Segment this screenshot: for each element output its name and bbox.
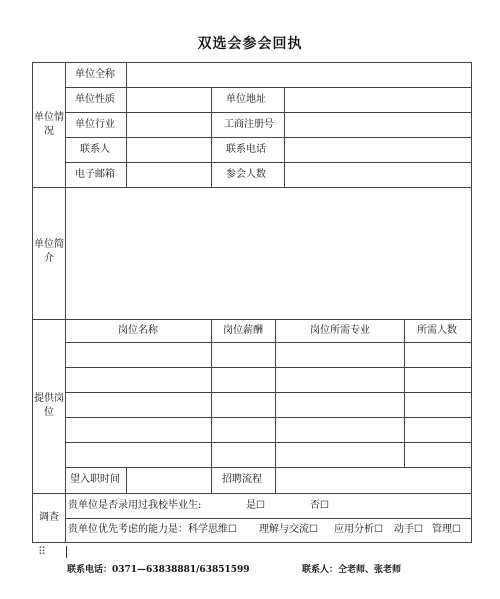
process-label: 招聘流程: [222, 474, 262, 485]
survey-opt-management[interactable]: 管理☐: [432, 524, 461, 535]
col-count-header: 所需人数: [417, 325, 457, 336]
table-cell[interactable]: [65, 392, 212, 418]
col-major-header: 岗位所需专业: [310, 325, 370, 336]
full-name-field[interactable]: [126, 62, 472, 88]
reg-no-field[interactable]: [284, 112, 472, 138]
table-cell[interactable]: [65, 367, 212, 393]
footer-phone: 联系电话：0371—63838881/63851599: [67, 565, 250, 575]
industry-field[interactable]: [126, 112, 212, 138]
section-unit-intro-label: 单位简介: [34, 239, 64, 264]
attendees-label: 参会人数: [226, 169, 266, 180]
hire-time-field[interactable]: [126, 467, 212, 494]
table-cell[interactable]: [404, 367, 472, 393]
hire-time-label: 望入职时间: [70, 474, 120, 485]
table-cell[interactable]: [404, 342, 472, 368]
survey-opt-analysis[interactable]: 应用分析☐: [334, 524, 383, 535]
drag-handle-icon[interactable]: ⠿: [38, 545, 47, 558]
col-name-header: 岗位名称: [118, 325, 158, 336]
text-cursor: [66, 546, 67, 558]
section-survey-label: 调查: [39, 512, 59, 523]
survey-yes-checkbox[interactable]: 是☐: [246, 500, 265, 511]
section-positions-label: 提供岗位: [34, 393, 64, 418]
table-cell[interactable]: [275, 342, 405, 368]
survey-opt-hands-on[interactable]: 动手☐: [394, 524, 423, 535]
nature-field[interactable]: [126, 87, 212, 113]
industry-label: 单位行业: [75, 119, 115, 130]
col-salary-header: 岗位薪酬: [223, 325, 263, 336]
survey-q1-label: 贵单位是否录用过我校毕业生:: [68, 500, 202, 511]
email-label: 电子邮箱: [75, 169, 115, 180]
table-cell[interactable]: [211, 342, 276, 368]
process-field[interactable]: [275, 467, 472, 494]
table-cell[interactable]: [275, 442, 405, 468]
address-field[interactable]: [284, 87, 472, 113]
table-cell[interactable]: [211, 442, 276, 468]
nature-label: 单位性质: [75, 94, 115, 105]
contact-field[interactable]: [126, 137, 212, 163]
table-cell[interactable]: [275, 392, 405, 418]
page-title: 双选会参会回执: [197, 36, 303, 52]
section-unit-info-label: 单位情况: [34, 112, 64, 137]
address-label: 单位地址: [226, 94, 266, 105]
contact-label: 联系人: [80, 144, 110, 155]
phone-label: 联系电话: [226, 144, 266, 155]
table-cell[interactable]: [65, 417, 212, 443]
footer-contacts: 联系人：仝老师、张老师: [302, 565, 402, 575]
table-cell[interactable]: [65, 342, 212, 368]
table-cell[interactable]: [404, 392, 472, 418]
table-cell[interactable]: [211, 367, 276, 393]
attendees-field[interactable]: [284, 162, 472, 188]
full-name-label: 单位全称: [75, 69, 115, 80]
reg-no-label: 工商注册号: [224, 119, 274, 130]
survey-no-checkbox[interactable]: 否☐: [310, 500, 329, 511]
table-cell[interactable]: [211, 417, 276, 443]
table-cell[interactable]: [275, 367, 405, 393]
survey-q2-label[interactable]: 贵单位优先考虑的能力是：科学思维☐: [68, 524, 237, 535]
table-cell[interactable]: [211, 392, 276, 418]
table-cell[interactable]: [404, 442, 472, 468]
unit-intro-field[interactable]: [65, 187, 472, 320]
table-cell[interactable]: [275, 417, 405, 443]
table-cell[interactable]: [404, 417, 472, 443]
survey-opt-communication[interactable]: 理解与交流☐: [259, 524, 318, 535]
email-field[interactable]: [126, 162, 212, 188]
table-cell[interactable]: [65, 442, 212, 468]
phone-field[interactable]: [284, 137, 472, 163]
